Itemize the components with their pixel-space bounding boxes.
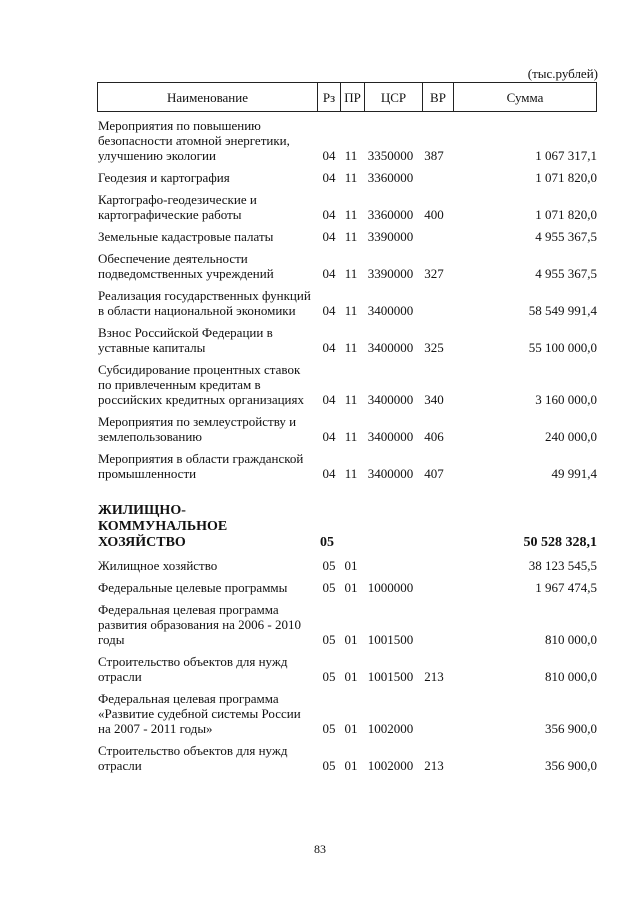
row-pr: 11 (344, 229, 358, 244)
row-vr: 340 (424, 392, 444, 407)
row-name: Строительство объектов для нужд отрасли (98, 654, 288, 684)
row-sum: 58 549 991,4 (528, 303, 597, 318)
row-vr: 387 (424, 148, 444, 163)
row-pr: 11 (344, 266, 358, 281)
row-pr: 01 (344, 758, 358, 773)
row-rz: 04 (322, 466, 336, 481)
row-pr: 11 (344, 429, 358, 444)
table-header (97, 82, 597, 112)
row-csr: 3350000 (367, 148, 414, 163)
header-sum: Сумма (506, 89, 544, 105)
row-sum: 55 100 000,0 (528, 340, 597, 355)
row-vr: 325 (424, 340, 444, 355)
row-sum: 4 955 367,5 (535, 229, 597, 244)
row-csr: 3390000 (367, 266, 414, 281)
table-row (98, 414, 598, 444)
row-rz: 04 (322, 429, 336, 444)
header-vr: ВР (423, 83, 454, 111)
section-sum: 50 528 328,1 (523, 535, 597, 550)
row-vr: 406 (424, 429, 444, 444)
row-rz: 04 (322, 229, 336, 244)
row-csr: 3400000 (367, 392, 414, 407)
row-pr: 01 (344, 580, 358, 595)
row-name: Мероприятия по повышению безопасности атомной энергетики, улучшению экологии (98, 118, 290, 163)
header-csr: ЦСР (365, 83, 423, 111)
row-rz: 05 (322, 558, 336, 573)
table-row (98, 691, 598, 736)
table-row (98, 229, 598, 244)
header-rz: Рз (318, 83, 341, 111)
row-name: Федеральная целевая программа развития образования на 2006 - 2010 годы (98, 602, 301, 647)
row-rz: 04 (322, 340, 336, 355)
row-csr: 3360000 (367, 170, 414, 185)
row-pr: 01 (344, 558, 358, 573)
row-name: Геодезия и картография (98, 170, 230, 185)
row-pr: 11 (344, 466, 358, 481)
row-rz: 05 (322, 580, 336, 595)
row-csr: 1000000 (367, 580, 414, 595)
row-pr: 11 (344, 340, 358, 355)
section-row (98, 503, 598, 551)
row-vr: 213 (424, 669, 444, 684)
table-row (98, 602, 598, 647)
row-sum: 1 071 820,0 (535, 207, 597, 222)
row-name: Реализация государственных функций в области национальной экономики (98, 288, 311, 318)
row-sum: 38 123 545,5 (528, 558, 597, 573)
row-sum: 810 000,0 (545, 632, 597, 647)
row-csr: 1001500 (367, 669, 414, 684)
table-row (98, 743, 598, 773)
row-sum: 356 900,0 (545, 758, 597, 773)
row-pr: 11 (344, 207, 358, 222)
table-row (98, 558, 598, 573)
section-rz: 05 (320, 535, 334, 550)
row-pr: 01 (344, 721, 358, 736)
row-sum: 49 991,4 (551, 466, 597, 481)
row-name: Обеспечение деятельности подведомственных учреждений (98, 251, 274, 281)
row-csr: 3390000 (367, 229, 414, 244)
row-sum: 4 955 367,5 (535, 266, 597, 281)
table-row (98, 325, 598, 355)
table-row (98, 451, 598, 481)
row-pr: 11 (344, 303, 358, 318)
row-rz: 04 (322, 148, 336, 163)
section-name: ЖИЛИЩНО-КОММУНАЛЬНОЕ ХОЗЯЙСТВО (98, 503, 228, 550)
row-sum: 240 000,0 (545, 429, 597, 444)
row-name: Строительство объектов для нужд отрасли (98, 743, 288, 773)
row-vr: 327 (424, 266, 444, 281)
row-csr: 3400000 (367, 340, 414, 355)
row-rz: 05 (322, 758, 336, 773)
row-pr: 11 (344, 392, 358, 407)
row-rz: 05 (322, 632, 336, 647)
table-row (98, 118, 598, 163)
unit-label: (тыс.рублей) (527, 66, 598, 81)
row-pr: 11 (344, 148, 358, 163)
row-csr: 1002000 (367, 721, 414, 736)
row-sum: 356 900,0 (545, 721, 597, 736)
table-row (98, 192, 598, 222)
row-sum: 3 160 000,0 (535, 392, 597, 407)
row-name: Мероприятия в области гражданской промышленности (98, 451, 304, 481)
row-rz: 04 (322, 303, 336, 318)
header-name: Наименование (98, 83, 318, 111)
row-name: Субсидирование процентных ставок по привлеченным кредитам в российских кредитных организациях (98, 362, 304, 407)
row-name: Картографо-геодезические и картографические работы (98, 192, 257, 222)
row-rz: 05 (322, 721, 336, 736)
row-csr: 3400000 (367, 303, 414, 318)
row-name: Мероприятия по землеустройству и землепользованию (98, 414, 297, 444)
row-rz: 04 (322, 207, 336, 222)
row-csr: 3360000 (367, 207, 414, 222)
row-vr: 213 (424, 758, 444, 773)
row-name: Федеральные целевые программы (98, 580, 288, 595)
row-csr: 1001500 (367, 632, 414, 647)
table-row (98, 654, 598, 684)
row-vr: 407 (424, 466, 444, 481)
table-row (98, 251, 598, 281)
row-rz: 04 (322, 392, 336, 407)
header-pr: ПР (341, 83, 365, 111)
row-pr: 01 (344, 669, 358, 684)
row-rz: 04 (322, 170, 336, 185)
table-row (98, 170, 598, 185)
row-csr: 3400000 (367, 466, 414, 481)
row-pr: 11 (344, 170, 358, 185)
row-rz: 05 (322, 669, 336, 684)
row-name: Земельные кадастровые палаты (98, 229, 274, 244)
row-csr: 3400000 (367, 429, 414, 444)
row-name: Взнос Российской Федерации в уставные капиталы (98, 325, 273, 355)
row-sum: 1 067 317,1 (535, 148, 597, 163)
row-csr: 1002000 (367, 758, 414, 773)
table-row (98, 288, 598, 318)
row-vr: 400 (424, 207, 444, 222)
row-sum: 1 967 474,5 (535, 580, 597, 595)
row-rz: 04 (322, 266, 336, 281)
table-body (98, 118, 598, 780)
row-name: Жилищное хозяйство (98, 558, 218, 573)
row-pr: 01 (344, 632, 358, 647)
table-row (98, 362, 598, 407)
row-sum: 1 071 820,0 (535, 170, 597, 185)
page-number: 83 (314, 842, 326, 856)
row-name: Федеральная целевая программа «Развитие судебной системы России на 2007 - 2011 годы» (98, 691, 301, 736)
table-row (98, 580, 598, 595)
row-sum: 810 000,0 (545, 669, 597, 684)
